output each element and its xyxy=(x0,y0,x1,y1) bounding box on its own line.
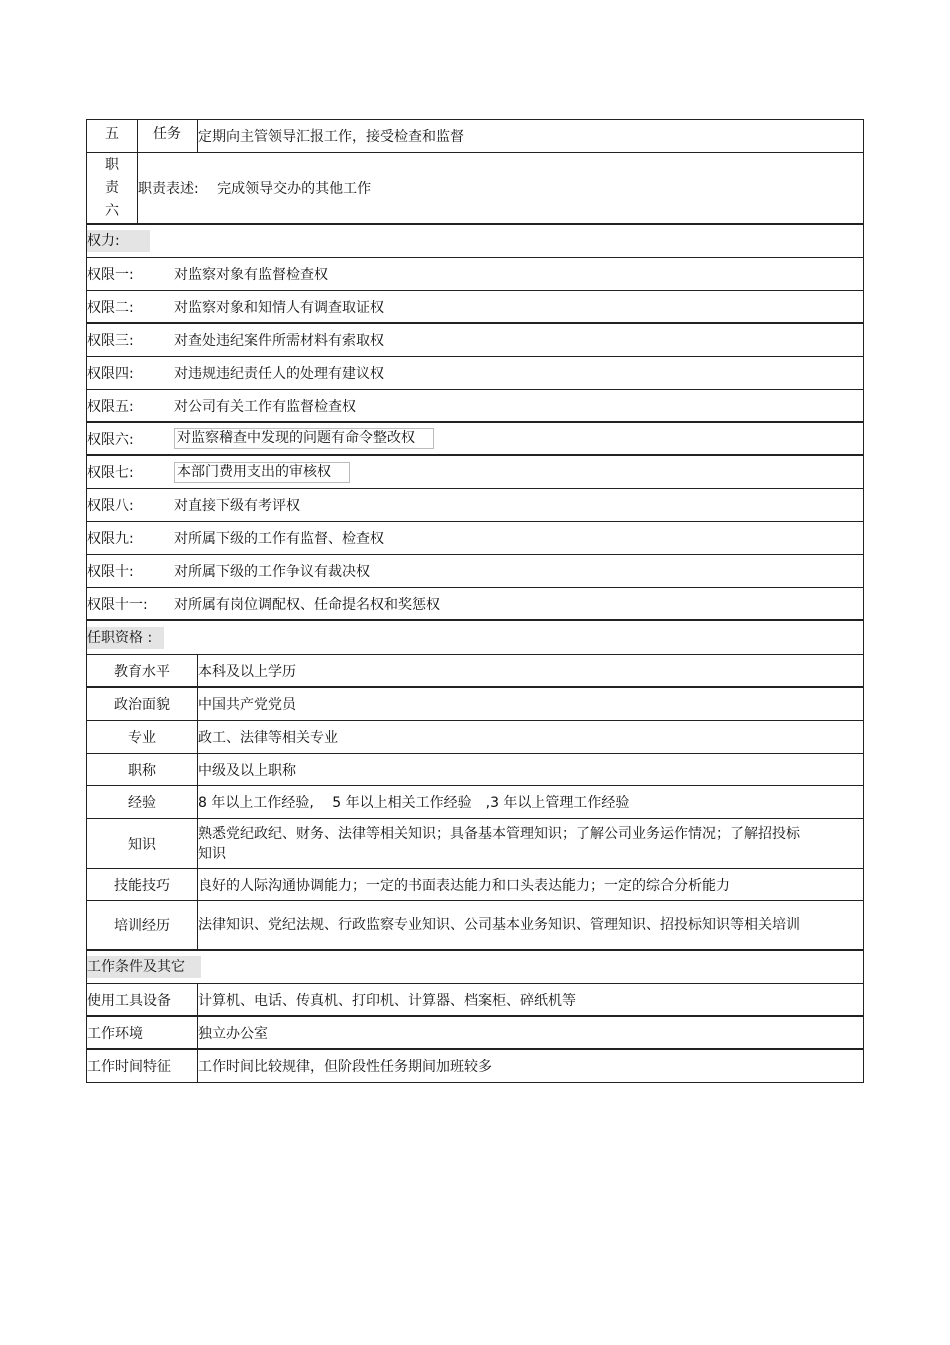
power-row xyxy=(86,291,864,324)
qualification-text: 法律知识、党纪法规、行政监察专业知识、公司基本业务知识、管理知识、招投标知识等相关培训 xyxy=(198,917,800,933)
power-row xyxy=(86,522,864,555)
power-text: 对直接下级有考评权 xyxy=(174,498,300,514)
qualification-row xyxy=(86,869,864,901)
powers-section-header xyxy=(86,225,864,258)
power-label: 权限八: xyxy=(87,498,134,514)
qualification-label: 专业 xyxy=(128,730,156,746)
power-text: 对公司有关工作有监督检查权 xyxy=(174,398,356,415)
qualification-row xyxy=(86,819,864,869)
power-row xyxy=(86,390,864,423)
power-label: 权限六: xyxy=(87,431,134,448)
conditions-section-header xyxy=(86,951,864,984)
power-text: 对监察对象有监督检查权 xyxy=(174,267,328,283)
condition-label: 使用工具设备 xyxy=(87,992,171,1009)
power-row xyxy=(86,588,864,621)
duty-label: 任务 xyxy=(153,126,181,142)
power-text xyxy=(174,456,350,488)
power-row xyxy=(86,357,864,390)
duty-row-5 xyxy=(86,119,864,153)
qualification-row xyxy=(86,688,864,721)
duty-text: 职责表述: 完成领导交办的其他工作 xyxy=(138,181,372,197)
condition-text: 工作时间比较规律，但阶段性任务期间加班较多 xyxy=(198,1059,492,1075)
condition-text: 独立办公室 xyxy=(198,1025,268,1042)
condition-label: 工作环境 xyxy=(87,1025,143,1042)
power-row xyxy=(86,423,864,456)
qualifications-list xyxy=(86,655,864,951)
condition-row xyxy=(86,1017,864,1050)
power-row xyxy=(86,489,864,522)
qualification-text: 熟悉党纪政纪、财务、法律等相关知识；具备基本管理知识；了解公司业务运作情况；了解招投标知识 xyxy=(198,825,800,862)
powers-list xyxy=(86,258,864,621)
qualification-text: 良好的人际沟通协调能力；一定的书面表达能力和口头表达能力；一定的综合分析能力 xyxy=(198,877,730,894)
power-text: 对所属有岗位调配权、任命提名权和奖惩权 xyxy=(174,596,440,613)
qualification-row xyxy=(86,655,864,688)
power-row xyxy=(86,555,864,588)
condition-text: 计算机、电话、传真机、打印机、计算器、档案柜、碎纸机等 xyxy=(198,992,576,1009)
power-label: 权限九: xyxy=(87,531,134,547)
power-label: 权限三: xyxy=(87,333,134,349)
qualification-text: 政工、法律等相关专业 xyxy=(198,730,338,746)
duty-number-char: 责 xyxy=(105,179,119,196)
power-text: 对监察对象和知情人有调查取证权 xyxy=(174,299,384,316)
power-text-boxed: 本部门费用支出的审核权 xyxy=(174,462,350,483)
power-text: 对违规违纪责任人的处理有建议权 xyxy=(174,366,384,382)
power-label: 权限十: xyxy=(87,564,134,580)
power-text xyxy=(174,423,434,454)
qualification-row xyxy=(86,901,864,951)
qualification-label: 教育水平 xyxy=(114,663,170,680)
section-title: 工作条件及其它 xyxy=(87,956,201,978)
qualification-label: 职称 xyxy=(128,762,156,779)
qualification-text: 本科及以上学历 xyxy=(198,663,296,680)
condition-row xyxy=(86,1050,864,1083)
power-label: 权限一: xyxy=(87,267,134,283)
duty-text: 定期向主管领导汇报工作，接受检查和监督 xyxy=(198,129,464,145)
power-row xyxy=(86,324,864,357)
duty-number-vertical xyxy=(87,153,137,223)
qualifications-section-header xyxy=(86,621,864,655)
power-row xyxy=(86,456,864,489)
section-title: 权力: xyxy=(87,230,150,252)
qualification-text: 中国共产党党员 xyxy=(198,697,296,713)
power-text: 对查处违纪案件所需材料有索取权 xyxy=(174,333,384,349)
qualification-label: 知识 xyxy=(128,836,156,853)
qualification-label: 培训经历 xyxy=(114,918,170,934)
qualification-label: 技能技巧 xyxy=(114,877,170,894)
conditions-list xyxy=(86,984,864,1083)
qualification-row xyxy=(86,721,864,754)
condition-label: 工作时间特征 xyxy=(87,1059,171,1075)
qualification-label: 政治面貌 xyxy=(114,697,170,713)
power-label: 权限十一: xyxy=(87,596,148,613)
power-text: 对所属下级的工作有监督、检查权 xyxy=(174,531,384,547)
qualification-text: 8 年以上工作经验, 5 年以上相关工作经验 ,3 年以上管理工作经验 xyxy=(198,795,630,811)
power-row xyxy=(86,258,864,291)
section-title: 任职资格 : xyxy=(87,627,164,649)
power-text: 对所属下级的工作争议有裁决权 xyxy=(174,564,370,580)
qualification-text: 中级及以上职称 xyxy=(198,762,296,779)
power-label: 权限七: xyxy=(87,465,134,481)
qualification-row xyxy=(86,786,864,819)
power-label: 权限五: xyxy=(87,398,134,415)
duty-row-6 xyxy=(86,153,864,225)
qualification-row xyxy=(86,754,864,786)
duty-number-char: 职 xyxy=(105,156,119,173)
duty-number-char: 六 xyxy=(105,202,119,219)
condition-row xyxy=(86,984,864,1017)
qualification-label: 经验 xyxy=(128,795,156,811)
power-label: 权限二: xyxy=(87,299,134,316)
power-text-boxed: 对监察稽查中发现的问题有命令整改权 xyxy=(174,428,434,449)
power-label: 权限四: xyxy=(87,366,134,382)
duty-number: 五 xyxy=(105,126,119,142)
job-description-table xyxy=(86,119,864,1083)
